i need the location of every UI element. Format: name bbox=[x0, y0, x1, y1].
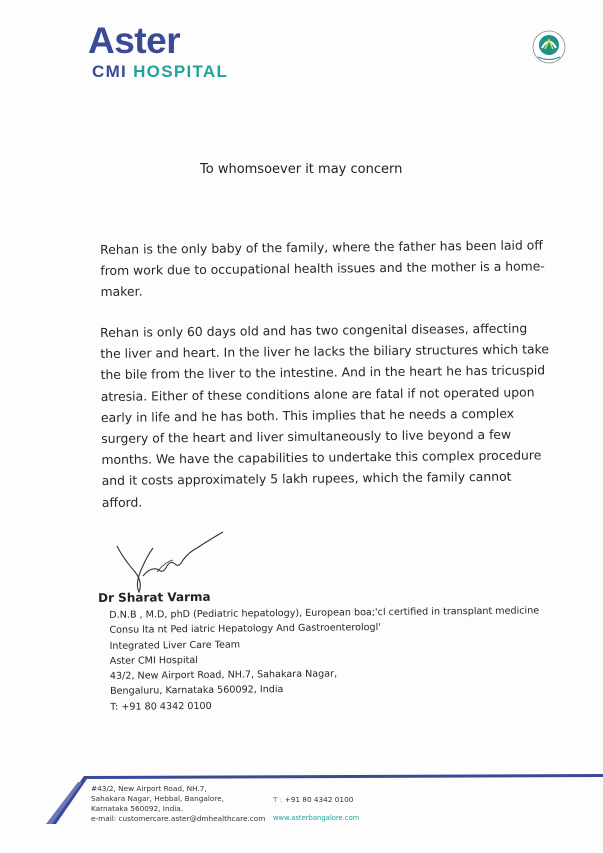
signatory-title: Consu lta nt Ped iatric Hepatology And Gastroenterologl' bbox=[109, 622, 381, 637]
signatory-address-1: 43/2, New Airport Road, NH.7, Sahakara Nagar, bbox=[109, 668, 338, 683]
footer-address-line-3: Karnataka 560092, India. bbox=[91, 804, 184, 813]
footer-address bbox=[91, 784, 265, 824]
handwritten-signature bbox=[113, 526, 233, 598]
letter-paragraph-2: Rehan is only 60 days old and has two congenital diseases, affecting the liver and heart. In the liver he lacks the biliary structures which take the bile from the liver to the intestine. And in the heart he has tricuspid atresia. Either of these conditions alone are fatal if not operated upon early in life and he has both. This implies that he needs a complex surgery of the heart and liver simultaneously to live beyond a few months. We have the capabilities to undertake this complex procedure and it costs approximately 5 lakh rupees, which the family cannot afford. bbox=[100, 320, 549, 510]
logo-cmi: CMI bbox=[92, 62, 128, 81]
signatory-team: Integrated Liver Care Team bbox=[109, 639, 241, 652]
footer-website: www.asterbangalore.com bbox=[273, 814, 360, 822]
footer-address-line-2: Sahakara Nagar, Hebbal, Bangalore, bbox=[91, 794, 224, 803]
signatory-name: Dr Sharat Varma bbox=[98, 589, 211, 605]
signatory-address-2: Bengaluru, Karnataka 560092, India bbox=[109, 684, 284, 698]
logo-hospital: HOSPITAL bbox=[133, 62, 229, 81]
footer-email: e-mail: customercare.aster@dmhealthcare.com bbox=[91, 814, 266, 823]
signatory-phone: T: +91 80 4342 0100 bbox=[110, 700, 212, 713]
footer-phone-label: T : bbox=[273, 795, 283, 804]
letter-subject: To whomsoever it may concern bbox=[200, 162, 403, 177]
footer-phone bbox=[273, 795, 353, 804]
logo-subtitle bbox=[92, 63, 228, 80]
signature-block bbox=[98, 586, 539, 715]
signatory-hospital: Aster CMI Hospital bbox=[109, 654, 199, 667]
footer-address-line-1: #43/2, New Airport Road, NH.7, bbox=[91, 784, 207, 793]
footer-phone-number: +91 80 4342 0100 bbox=[284, 795, 354, 804]
signatory-qualifications: D.N.B , M.D, phD (Pediatric hepatology), European boa;'cl certified in transplant medicine bbox=[109, 605, 540, 621]
logo-wordmark: Aster bbox=[88, 20, 181, 61]
dm-healthcare-seal-icon bbox=[532, 30, 566, 64]
letter-paragraph-1: Rehan is the only baby of the family, where the father has been laid off from work due to occupational health issues and the mother is a home-maker. bbox=[100, 237, 545, 300]
